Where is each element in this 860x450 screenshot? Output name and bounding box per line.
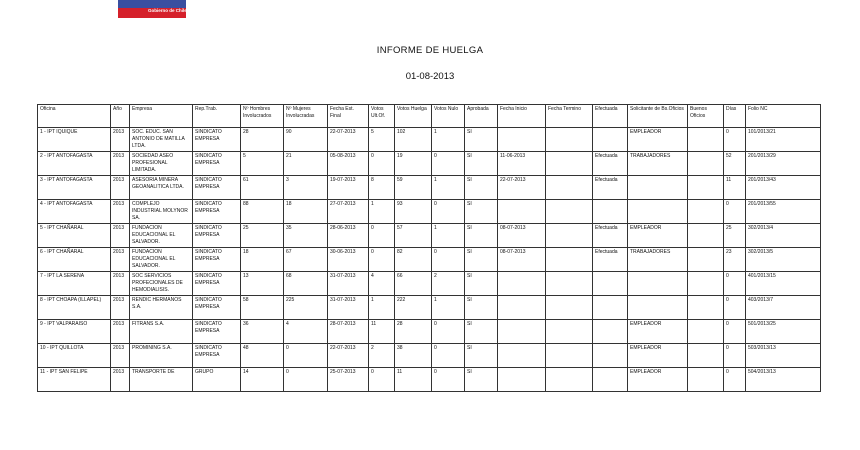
column-header: Folio NC xyxy=(746,105,821,128)
column-header: Fecha Est. Final xyxy=(328,105,369,128)
table-cell: 2013 xyxy=(111,224,130,248)
column-header: Efectuada xyxy=(593,105,628,128)
table-cell: SINDICATO EMPRESA xyxy=(193,272,241,296)
column-header: Nº Hombres Involucrados xyxy=(241,105,284,128)
table-row xyxy=(38,272,821,296)
table-header-row xyxy=(38,105,821,128)
table-cell: FUNDACION EDUCACIONAL EL SALVADOR. xyxy=(130,248,193,272)
column-header: Año xyxy=(111,105,130,128)
table-cell: RENDIC HERMANOS S.A. xyxy=(130,296,193,320)
table-cell: 68 xyxy=(284,272,328,296)
table-cell: 2013 xyxy=(111,272,130,296)
table-cell: SOC SERVICIOS PROFECIONALES DE HEMODIALISIS. xyxy=(130,272,193,296)
column-header: Votos Huelga xyxy=(395,105,432,128)
table-cell: SI xyxy=(465,320,498,344)
table-cell: SINDICATO EMPRESA xyxy=(193,320,241,344)
table-cell: 5 xyxy=(241,152,284,176)
table-cell: 57 xyxy=(395,224,432,248)
table-cell: 0 xyxy=(724,296,746,320)
table-cell: 2013 xyxy=(111,176,130,200)
table-cell: COMPLEJO INDUSTRIAL MOLYNOR SA. xyxy=(130,200,193,224)
table-cell: SI xyxy=(465,272,498,296)
table-cell xyxy=(546,320,593,344)
table-cell: 28-06-2013 xyxy=(328,224,369,248)
table-cell: 28 xyxy=(395,320,432,344)
table-cell xyxy=(546,200,593,224)
table-cell: SOC. EDUC. SAN ANTONIO DE MATILLA LTDA. xyxy=(130,128,193,152)
table-cell xyxy=(546,296,593,320)
table-cell: SINDICATO EMPRESA xyxy=(193,152,241,176)
table-cell xyxy=(546,152,593,176)
table-cell xyxy=(688,296,724,320)
table-cell: 1 xyxy=(432,296,465,320)
table-cell: 0 xyxy=(432,152,465,176)
table-cell: SI xyxy=(465,224,498,248)
table-cell: 0 xyxy=(284,344,328,368)
table-cell: SI xyxy=(465,152,498,176)
table-cell xyxy=(546,272,593,296)
table-cell: 30-06-2013 xyxy=(328,248,369,272)
table-cell: 401/2013/15 xyxy=(746,272,821,296)
table-cell: Efectuada xyxy=(593,248,628,272)
table-cell xyxy=(593,200,628,224)
table-cell: 82 xyxy=(395,248,432,272)
table-cell: TRABAJADORES xyxy=(628,248,688,272)
table-cell: 2013 xyxy=(111,152,130,176)
column-header: Empresa xyxy=(130,105,193,128)
table-cell: 2 xyxy=(432,272,465,296)
table-cell: 201/2013/43 xyxy=(746,176,821,200)
report-title: INFORME DE HUELGA xyxy=(376,45,484,56)
table-cell: 5 xyxy=(369,128,395,152)
table-cell: 0 xyxy=(432,344,465,368)
column-header: Votos Ult.Of. xyxy=(369,105,395,128)
table-cell: 302/2013/4 xyxy=(746,224,821,248)
table-cell: SINDICATO EMPRESA xyxy=(193,296,241,320)
table-cell: 2013 xyxy=(111,296,130,320)
column-header: Rep.Trab. xyxy=(193,105,241,128)
table-cell: 0 xyxy=(369,224,395,248)
table-cell: 2 - IPT ANTOFAGASTA xyxy=(38,152,111,176)
table-cell xyxy=(498,200,546,224)
table-cell: 2 xyxy=(369,344,395,368)
table-cell: 35 xyxy=(284,224,328,248)
table-cell: 28-07-2013 xyxy=(328,320,369,344)
table-cell xyxy=(546,224,593,248)
table-row xyxy=(38,152,821,176)
table-cell: 0 xyxy=(432,200,465,224)
table-cell: 13 xyxy=(241,272,284,296)
table-cell: 8 xyxy=(369,176,395,200)
table-row xyxy=(38,296,821,320)
table-cell xyxy=(498,344,546,368)
table-cell xyxy=(546,176,593,200)
table-cell: 14 xyxy=(241,368,284,392)
table-cell: SINDICATO EMPRESA xyxy=(193,200,241,224)
table-cell: 38 xyxy=(395,344,432,368)
table-cell xyxy=(498,320,546,344)
table-cell: 25 xyxy=(724,224,746,248)
table-cell: SI xyxy=(465,344,498,368)
table-cell xyxy=(688,320,724,344)
table-cell: 0 xyxy=(724,344,746,368)
table-cell: 8 - IPT CHOAPA (ILLAPEL) xyxy=(38,296,111,320)
table-cell: 0 xyxy=(724,272,746,296)
table-cell: 11-06-2013 xyxy=(498,152,546,176)
table-cell: 08-07-2013 xyxy=(498,248,546,272)
strike-report-table xyxy=(37,104,821,392)
table-cell: 52 xyxy=(724,152,746,176)
table-cell: 25 xyxy=(241,224,284,248)
table-cell xyxy=(688,224,724,248)
table-cell xyxy=(688,272,724,296)
table-cell: 11 xyxy=(724,176,746,200)
table-cell: SI xyxy=(465,128,498,152)
table-cell: 22-07-2013 xyxy=(498,176,546,200)
table-cell: 2013 xyxy=(111,368,130,392)
table-row xyxy=(38,368,821,392)
table-cell xyxy=(498,368,546,392)
table-cell: SI xyxy=(465,200,498,224)
column-header: Oficina xyxy=(38,105,111,128)
table-cell: Efectuada xyxy=(593,224,628,248)
table-row xyxy=(38,128,821,152)
table-cell: 66 xyxy=(395,272,432,296)
table-cell: 2013 xyxy=(111,200,130,224)
table-cell: 90 xyxy=(284,128,328,152)
table-cell: 225 xyxy=(284,296,328,320)
table-cell: 28 xyxy=(241,128,284,152)
table-cell: EMPLEADOR xyxy=(628,344,688,368)
table-cell: 1 xyxy=(432,176,465,200)
table-cell: 36 xyxy=(241,320,284,344)
table-cell xyxy=(688,200,724,224)
table-cell xyxy=(628,272,688,296)
table-cell: TRABAJADORES xyxy=(628,152,688,176)
table-cell: 0 xyxy=(724,128,746,152)
page-bottom-clip xyxy=(0,444,860,450)
table-cell xyxy=(593,320,628,344)
table-cell: 67 xyxy=(284,248,328,272)
table-cell xyxy=(498,128,546,152)
table-cell: 19-07-2013 xyxy=(328,176,369,200)
logo-text: Gobierno de Chile xyxy=(148,8,187,13)
table-cell: 93 xyxy=(395,200,432,224)
table-cell: 2013 xyxy=(111,128,130,152)
column-header: Fecha Termino xyxy=(546,105,593,128)
table-row xyxy=(38,320,821,344)
table-cell xyxy=(593,128,628,152)
table-cell: 0 xyxy=(724,200,746,224)
table-cell: Efectuada xyxy=(593,152,628,176)
column-header: Días xyxy=(724,105,746,128)
table-cell: 31-07-2013 xyxy=(328,272,369,296)
table-cell xyxy=(546,368,593,392)
table-cell: 61 xyxy=(241,176,284,200)
table-cell: 25-07-2013 xyxy=(328,368,369,392)
table-cell xyxy=(688,248,724,272)
table-cell: 0 xyxy=(724,368,746,392)
table-cell: 05-08-2013 xyxy=(328,152,369,176)
table-cell: SI xyxy=(465,296,498,320)
table-cell xyxy=(688,152,724,176)
table-cell: EMPLEADOR xyxy=(628,368,688,392)
table-cell: 7 - IPT LA SERENA xyxy=(38,272,111,296)
table-cell: SI xyxy=(465,248,498,272)
table-cell: 101/2013/21 xyxy=(746,128,821,152)
table-cell: 2013 xyxy=(111,344,130,368)
table-cell xyxy=(593,296,628,320)
column-header: Solicitante de Bs.Oficios xyxy=(628,105,688,128)
table-cell: 0 xyxy=(369,152,395,176)
table-cell: SOCIEDAD ASEO PROFESIONAL LIMITADA. xyxy=(130,152,193,176)
table-cell: 1 xyxy=(432,224,465,248)
table-cell: 0 xyxy=(432,320,465,344)
table-cell: 18 xyxy=(284,200,328,224)
table-cell: 1 - IPT IQUIQUE xyxy=(38,128,111,152)
table-row xyxy=(38,176,821,200)
table-cell: 501/2013/25 xyxy=(746,320,821,344)
table-cell: FUNDACION EDUCACIONAL EL SALVADOR. xyxy=(130,224,193,248)
table-cell: SINDICATO EMPRESA xyxy=(193,176,241,200)
table-cell xyxy=(593,368,628,392)
table-cell: 22-07-2013 xyxy=(328,344,369,368)
table-cell xyxy=(628,176,688,200)
table-cell: 08-07-2013 xyxy=(498,224,546,248)
table-cell: EMPLEADOR xyxy=(628,224,688,248)
table-cell xyxy=(688,344,724,368)
table-cell: 31-07-2013 xyxy=(328,296,369,320)
table-cell: 4 - IPT ANTOFAGASTA xyxy=(38,200,111,224)
table-cell: 11 - IPT SAN FELIPE xyxy=(38,368,111,392)
table-cell: 302/2013/5 xyxy=(746,248,821,272)
table-cell xyxy=(546,248,593,272)
column-header: Votos Nulo xyxy=(432,105,465,128)
table-cell: 0 xyxy=(369,248,395,272)
table-cell: 1 xyxy=(369,200,395,224)
table-cell: 4 xyxy=(284,320,328,344)
table-cell: SINDICATO EMPRESA xyxy=(193,248,241,272)
table-cell: 2013 xyxy=(111,320,130,344)
table-cell xyxy=(628,296,688,320)
report-date: 01-08-2013 xyxy=(405,71,455,82)
table-cell: 0 xyxy=(432,368,465,392)
table-cell: 3 xyxy=(284,176,328,200)
table-cell: SI xyxy=(465,176,498,200)
table-cell: 23 xyxy=(724,248,746,272)
table-cell: 2013 xyxy=(111,248,130,272)
table-cell: SINDICATO EMPRESA xyxy=(193,128,241,152)
table-row xyxy=(38,200,821,224)
table-cell: 102 xyxy=(395,128,432,152)
table-cell: 504/2013/13 xyxy=(746,368,821,392)
table-cell: 58 xyxy=(241,296,284,320)
table-cell xyxy=(546,344,593,368)
table-cell: GRUPO xyxy=(193,368,241,392)
table-cell: 18 xyxy=(241,248,284,272)
table-cell: ASESORIA MINERA GEOANALITICA LTDA. xyxy=(130,176,193,200)
table-row xyxy=(38,344,821,368)
column-header: Fecha Inicio xyxy=(498,105,546,128)
table-cell: SINDICATO EMPRESA xyxy=(193,344,241,368)
table-cell: 27-07-2013 xyxy=(328,200,369,224)
table-cell: SINDICATO EMPRESA xyxy=(193,224,241,248)
column-header: Aprobada xyxy=(465,105,498,128)
column-header: Buenos Oficios xyxy=(688,105,724,128)
table-row xyxy=(38,248,821,272)
table-cell: 4 xyxy=(369,272,395,296)
table-cell xyxy=(628,200,688,224)
table-cell xyxy=(498,296,546,320)
table-cell: TRANSPORTE DE xyxy=(130,368,193,392)
table-cell: PROMINING S.A. xyxy=(130,344,193,368)
table-cell: 22-07-2013 xyxy=(328,128,369,152)
table-cell xyxy=(498,272,546,296)
column-header: Nº Mujeres Involucradas xyxy=(284,105,328,128)
table-cell: 503/2013/13 xyxy=(746,344,821,368)
table-cell xyxy=(546,128,593,152)
table-cell: Efectuada xyxy=(593,176,628,200)
table-row xyxy=(38,224,821,248)
table-cell: 403/2013/7 xyxy=(746,296,821,320)
table-cell: 9 - IPT VALPARAISO xyxy=(38,320,111,344)
table-cell: 0 xyxy=(724,320,746,344)
table-cell xyxy=(593,344,628,368)
table-cell: 201/2013/55 xyxy=(746,200,821,224)
table-cell: EMPLEADOR xyxy=(628,128,688,152)
table-cell: 6 - IPT CHAÑARAL xyxy=(38,248,111,272)
table-cell: 10 - IPT QUILLOTA xyxy=(38,344,111,368)
table-cell: 1 xyxy=(432,128,465,152)
table-cell: 5 - IPT CHAÑARAL xyxy=(38,224,111,248)
table-cell: 48 xyxy=(241,344,284,368)
table-cell: 0 xyxy=(432,248,465,272)
table-cell: 21 xyxy=(284,152,328,176)
table-cell: 1 xyxy=(369,296,395,320)
table-cell: 88 xyxy=(241,200,284,224)
table-cell: 222 xyxy=(395,296,432,320)
table-cell: SI xyxy=(465,368,498,392)
table-cell xyxy=(688,176,724,200)
table-cell xyxy=(688,368,724,392)
table-cell: 0 xyxy=(369,368,395,392)
table-cell xyxy=(688,128,724,152)
table-cell: FITRANS S.A. xyxy=(130,320,193,344)
table-cell: 201/2013/29 xyxy=(746,152,821,176)
table-cell: 19 xyxy=(395,152,432,176)
table-cell: 3 - IPT ANTOFAGASTA xyxy=(38,176,111,200)
table-cell: EMPLEADOR xyxy=(628,320,688,344)
table-cell: 59 xyxy=(395,176,432,200)
table-cell xyxy=(593,272,628,296)
table-cell: 11 xyxy=(369,320,395,344)
table-cell: 11 xyxy=(395,368,432,392)
table-cell: 0 xyxy=(284,368,328,392)
